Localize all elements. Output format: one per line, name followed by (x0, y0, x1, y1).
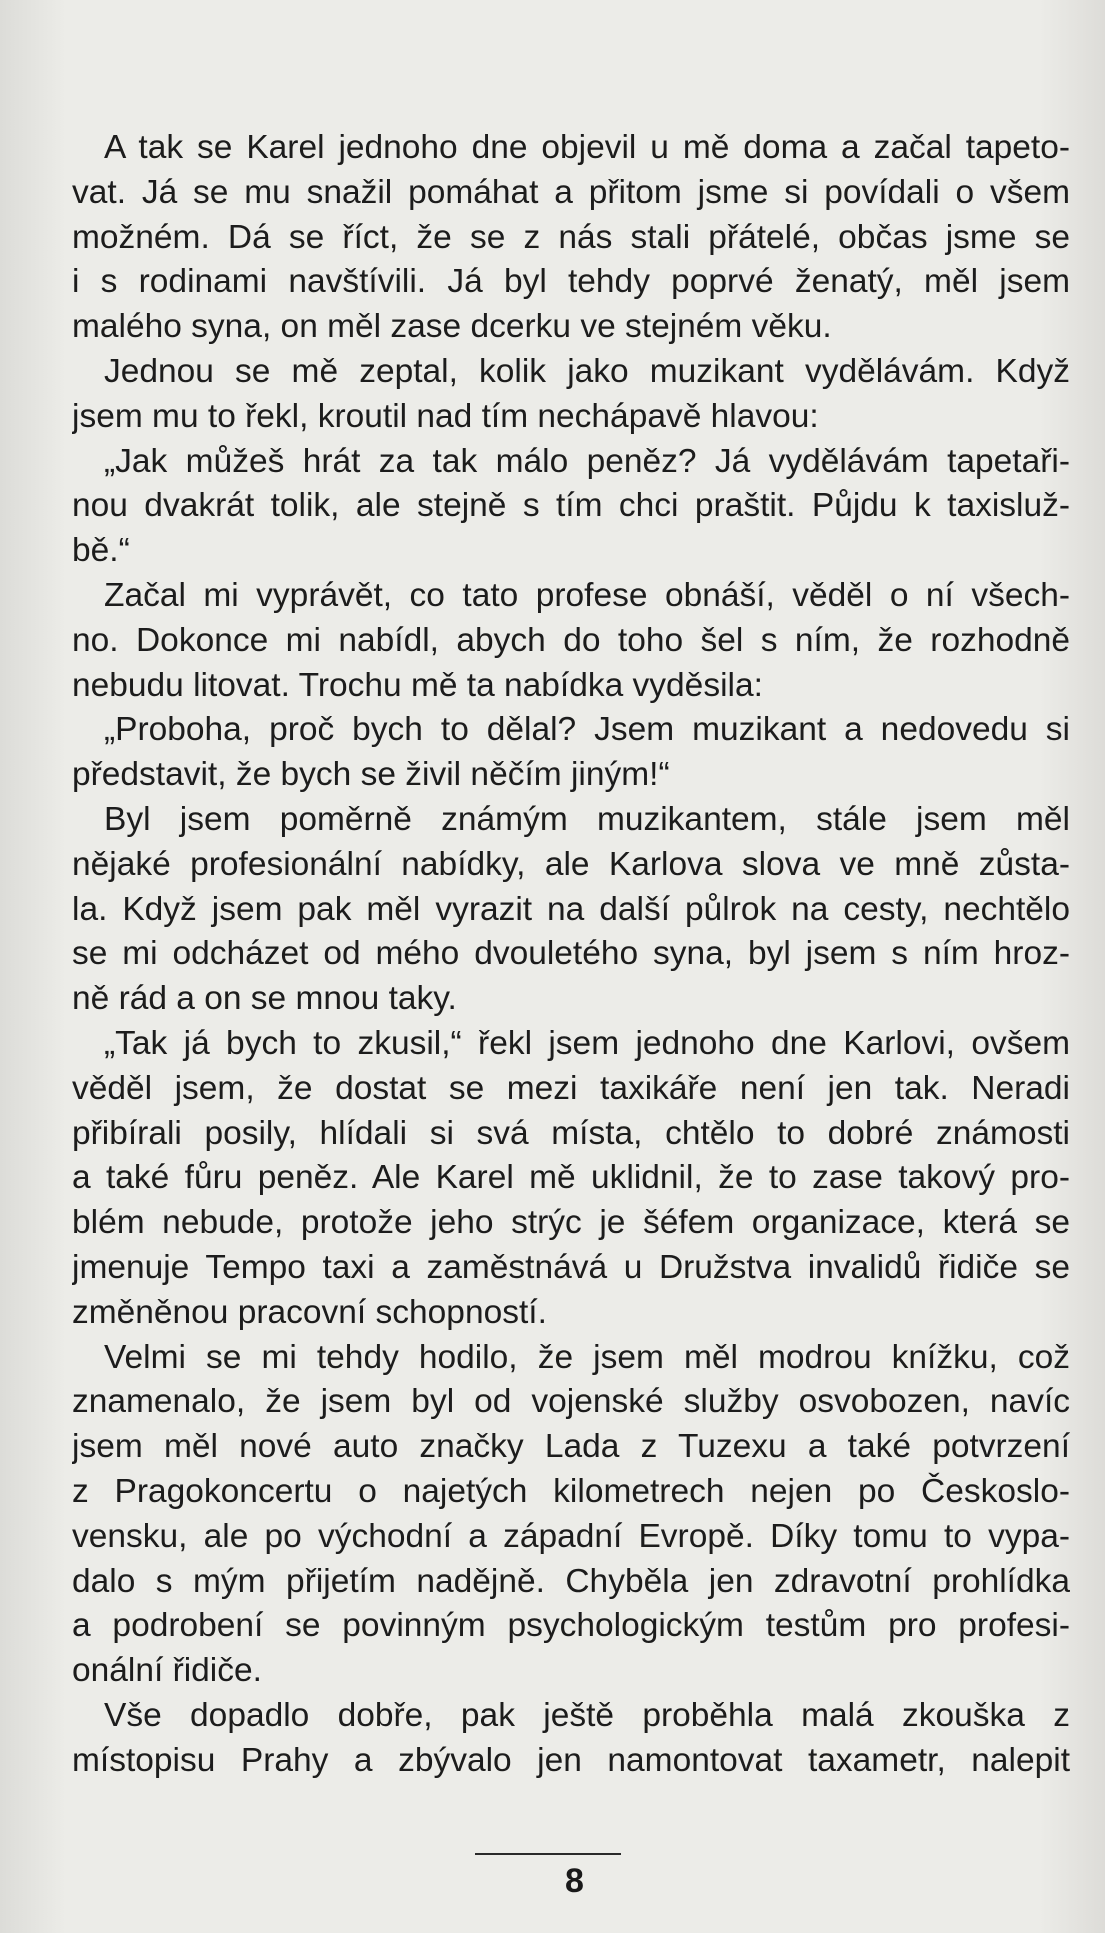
paragraph (72, 126, 1070, 350)
text-line: Byl jsem poměrně známým muzikantem, stále jsem měl (104, 800, 1070, 838)
text-line: blém nebude, protože jeho strýc je šéfem organizace, která se (72, 1204, 1070, 1242)
text-line: věděl jsem, že dostat se mezi taxikáře není jen tak. Neradi (72, 1069, 1070, 1107)
text-line: a podrobení se povinným psychologickým testům pro profesi- (72, 1607, 1070, 1645)
text-line: onální řidiče. (72, 1652, 262, 1690)
text-line: představit, že bych se živil něčím jiným!“ (72, 756, 670, 794)
paragraph (72, 708, 1070, 798)
text-line: nou dvakrát tolik, ale stejně s tím chci praštit. Půjdu k taxisluž- (72, 487, 1070, 525)
text-line: ně rád a on se mnou taky. (72, 980, 457, 1018)
text-line: a také fůru peněz. Ale Karel mě uklidnil, že to zase takový pro- (72, 1159, 1070, 1197)
text-line: A tak se Karel jednoho dne objevil u mě doma a začal tapeto- (104, 129, 1070, 166)
text-line: Velmi se mi tehdy hodilo, že jsem měl modrou knížku, což (104, 1338, 1070, 1376)
paragraph (72, 1336, 1070, 1694)
text-line: i s rodinami navštívili. Já byl tehdy poprvé ženatý, měl jsem (72, 263, 1070, 301)
text-line: se mi odcházet od mého dvouletého syna, byl jsem s ním hroz- (72, 935, 1070, 973)
paragraph (72, 350, 1070, 440)
text-line: no. Dokonce mi nabídl, abych do toho šel s ním, že rozhodně (72, 621, 1070, 659)
paragraph (72, 798, 1070, 1022)
body-text (72, 126, 1070, 1783)
text-line: z Pragokoncertu o najetých kilometrech nejen po Českoslo- (72, 1472, 1070, 1510)
paragraph (72, 574, 1070, 708)
text-line: přibírali posily, hlídali si svá místa, chtělo to dobré známosti (72, 1114, 1070, 1152)
text-line: nebudu litovat. Trochu mě ta nabídka vyděsila: (72, 666, 763, 704)
text-line: místopisu Prahy a zbývalo jen namontovat taxametr, nalepit (72, 1741, 1070, 1779)
text-line: vat. Já se mu snažil pomáhat a přitom jsme si povídali o všem (72, 173, 1070, 211)
paragraph (72, 440, 1070, 574)
text-line: znamenalo, že jsem byl od vojenské služby osvobozen, navíc (72, 1383, 1070, 1421)
text-line: možném. Dá se říct, že se z nás stali přátelé, občas jsme se (72, 218, 1070, 256)
text-line: jsem měl nové auto značky Lada z Tuzexu a také potvrzení (72, 1428, 1070, 1466)
text-line: jmenuje Tempo taxi a zaměstnává u Družstva invalidů řidiče se (72, 1248, 1070, 1286)
text-line: Začal mi vyprávět, co tato profese obnáší, věděl o ní všech- (104, 576, 1070, 614)
text-line: bě.“ (72, 532, 130, 570)
text-line: Jednou se mě zeptal, kolik jako muzikant vydělávám. Když (104, 352, 1070, 390)
page-number: 8 (565, 1862, 584, 1900)
text-line: „Proboha, proč bych to dělal? Jsem muzikant a nedovedu si (104, 711, 1070, 749)
text-line: změněnou pracovní schopností. (72, 1293, 547, 1331)
text-line: vensku, ale po východní a západní Evropě. Díky tomu to vypa- (72, 1517, 1070, 1555)
footer-rule (475, 1853, 621, 1855)
text-line: „Tak já bych to zkusil,“ řekl jsem jednoho dne Karlovi, ovšem (104, 1024, 1070, 1062)
text-line: „Jak můžeš hrát za tak málo peněz? Já vydělávám tapetaři- (104, 442, 1070, 480)
text-line: malého syna, on měl zase dcerku ve stejném věku. (72, 308, 832, 346)
text-line: nějaké profesionální nabídky, ale Karlova slova ve mně zůsta- (72, 845, 1070, 883)
paragraph (72, 1694, 1070, 1784)
text-line: la. Když jsem pak měl vyrazit na další půlrok na cesty, nechtělo (72, 890, 1070, 928)
text-line: dalo s mým přijetím nadějně. Chyběla jen zdravotní prohlídka (72, 1562, 1070, 1600)
text-line: jsem mu to řekl, kroutil nad tím nechápavě hlavou: (72, 397, 819, 435)
paragraph (72, 1022, 1070, 1336)
text-line: Vše dopadlo dobře, pak ještě proběhla malá zkouška z (104, 1696, 1070, 1734)
